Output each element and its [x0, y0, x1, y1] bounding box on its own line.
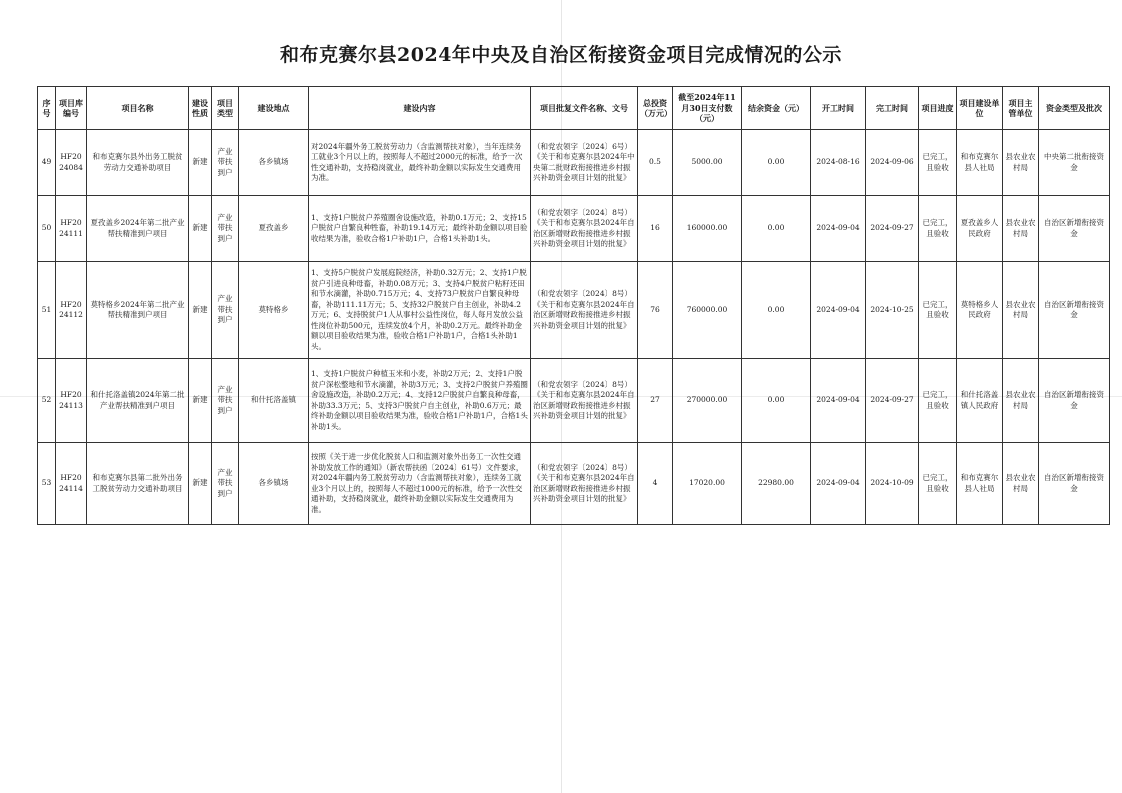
- cell-fund: 中央第二批衔接资金: [1039, 130, 1110, 196]
- header-cell: 序号: [38, 87, 56, 130]
- header-cell: 建设性质: [189, 87, 212, 130]
- cell-location: 夏孜盖乡: [239, 196, 309, 262]
- cell-location: 各乡镇场: [239, 443, 309, 525]
- cell-paid: 17020.00: [673, 443, 742, 525]
- cell-start: 2024-08-16: [811, 130, 866, 196]
- cell-code: HF2024113: [56, 359, 87, 443]
- cell-invest: 27: [638, 359, 673, 443]
- cell-paid: 760000.00: [673, 262, 742, 359]
- cell-progress: 已完工，且验收: [919, 196, 957, 262]
- cell-builder: 和什托洛盖镇人民政府: [957, 359, 1003, 443]
- cell-balance: 0.00: [742, 130, 811, 196]
- table-row: [38, 359, 1110, 443]
- header-cell: 结余资金（元）: [742, 87, 811, 130]
- cell-location: 各乡镇场: [239, 130, 309, 196]
- header-cell: 开工时间: [811, 87, 866, 130]
- header-cell: 项目主管单位: [1003, 87, 1039, 130]
- cell-no: 50: [38, 196, 56, 262]
- cell-content: 1、支持5户脱贫户发展庭院经济，补助0.32万元；2、支持1户脱贫户引进良种母畜，补助0.08万元；3、支持4户脱贫户粘籽还田和节水滴灌，补助0.715万元；4、支持73户脱贫户自繁良种母畜，补助111.11万元；5、支持32户脱贫户自主创业，补助4.2万元；6、支持脱贫户1人从事村公益性岗位，每人每月发放公益性岗位补助500元，连续发放4个月，补助0.2万元。最终补助金额以项目验收结果为准，验收合格1户补助1户，合格1头补助1头。: [309, 262, 531, 359]
- cell-approval: （和党农领字〔2024〕8号）《关于和布克赛尔县2024年自治区新增财政衔接推进乡村振兴补助资金项目计划的批复》: [531, 443, 638, 525]
- cell-end: 2024-09-27: [866, 359, 919, 443]
- cell-content: 1、支持1户脱贫户养殖圈舍设施改造，补助0.1万元；2、支持15户脱贫户自繁良种牲畜，补助19.14万元；最终补助金额以项目验收结果为准，验收合格1户补助1户，合格1头补助1头。: [309, 196, 531, 262]
- page-title: 和布克赛尔县2024年中央及自治区衔接资金项目完成情况的公示: [280, 44, 842, 66]
- cell-end: 2024-10-25: [866, 262, 919, 359]
- cell-type: 产业带扶到户: [212, 443, 239, 525]
- cell-nature: 新建: [189, 130, 212, 196]
- cell-name: 和布克赛尔县第二批外出务工脱贫劳动力交通补助项目: [87, 443, 189, 525]
- cell-location: 和什托洛盖镇: [239, 359, 309, 443]
- cell-invest: 4: [638, 443, 673, 525]
- cell-invest: 76: [638, 262, 673, 359]
- cell-no: 52: [38, 359, 56, 443]
- cell-builder: 夏孜盖乡人民政府: [957, 196, 1003, 262]
- header-cell: 总投资（万元）: [638, 87, 673, 130]
- cell-nature: 新建: [189, 262, 212, 359]
- cell-code: HF2024114: [56, 443, 87, 525]
- cell-manager: 县农业农村局: [1003, 196, 1039, 262]
- cell-paid: 160000.00: [673, 196, 742, 262]
- cell-progress: 已完工，且验收: [919, 262, 957, 359]
- header-cell: 项目类型: [212, 87, 239, 130]
- cell-start: 2024-09-04: [811, 196, 866, 262]
- cell-code: HF2024112: [56, 262, 87, 359]
- cell-name: 夏孜盖乡2024年第二批产业帮扶精准到户项目: [87, 196, 189, 262]
- cell-location: 莫特格乡: [239, 262, 309, 359]
- cell-approval: （和党农领字〔2024〕8号）《关于和布克赛尔县2024年自治区新增财政衔接推进乡村振兴补助资金项目计划的批复》: [531, 262, 638, 359]
- cell-name: 和什托洛盖镇2024年第二批产业帮扶精准到户项目: [87, 359, 189, 443]
- header-cell: 项目批复文件名称、文号: [531, 87, 638, 130]
- cell-invest: 16: [638, 196, 673, 262]
- cell-progress: 已完工，且验收: [919, 359, 957, 443]
- table-row: [38, 262, 1110, 359]
- header-cell: 资金类型及批次: [1039, 87, 1110, 130]
- header-cell: 项目名称: [87, 87, 189, 130]
- cell-no: 53: [38, 443, 56, 525]
- cell-end: 2024-09-27: [866, 196, 919, 262]
- cell-fund: 自治区新增衔接资金: [1039, 359, 1110, 443]
- cell-nature: 新建: [189, 443, 212, 525]
- cell-builder: 和布克赛尔县人社局: [957, 130, 1003, 196]
- header-cell: 建设内容: [309, 87, 531, 130]
- cell-builder: 莫特格乡人民政府: [957, 262, 1003, 359]
- cell-name: 莫特格乡2024年第二批产业帮扶精准到户项目: [87, 262, 189, 359]
- cell-end: 2024-10-09: [866, 443, 919, 525]
- cell-manager: 县农业农村局: [1003, 443, 1039, 525]
- cell-invest: 0.5: [638, 130, 673, 196]
- table-row: [38, 130, 1110, 196]
- cell-approval: （和党农领字〔2024〕6号）《关于和布克赛尔县2024年中央第二批财政衔接推进乡村振兴补助资金项目计划的批复》: [531, 130, 638, 196]
- cell-progress: 已完工，且验收: [919, 443, 957, 525]
- cell-name: 和布克赛尔县外出务工脱贫劳动力交通补助项目: [87, 130, 189, 196]
- cell-builder: 和布克赛尔县人社局: [957, 443, 1003, 525]
- cell-type: 产业带扶到户: [212, 359, 239, 443]
- cell-progress: 已完工，且验收: [919, 130, 957, 196]
- cell-content: 按照《关于进一步优化脱贫人口和监测对象外出务工一次性交通补助发放工作的通知》（新农帮扶函〔2024〕61号）文件要求，对2024年疆内务工脱贫劳动力（含监测帮扶对象），连续务工就业3个月以上的，按照每人不超过1000元的标准，给予一次性交通补助，支持稳岗就业，最终补助金额以实际发生交通费用为准。: [309, 443, 531, 525]
- cell-start: 2024-09-04: [811, 359, 866, 443]
- cell-balance: 22980.00: [742, 443, 811, 525]
- table-header-row: [38, 87, 1110, 130]
- cell-paid: 5000.00: [673, 130, 742, 196]
- cell-code: HF2024111: [56, 196, 87, 262]
- cell-fund: 自治区新增衔接资金: [1039, 262, 1110, 359]
- cell-type: 产业带扶到户: [212, 130, 239, 196]
- cell-start: 2024-09-04: [811, 262, 866, 359]
- cell-balance: 0.00: [742, 262, 811, 359]
- cell-no: 51: [38, 262, 56, 359]
- cell-content: 对2024年疆外务工脱贫劳动力（含监测帮扶对象），当年连续务工就业3个月以上的，按照每人不超过2000元的标准，给予一次性交通补助，支持稳岗就业，最终补助金额以实际发生交通费用为准。: [309, 130, 531, 196]
- cell-paid: 270000.00: [673, 359, 742, 443]
- table-row: [38, 196, 1110, 262]
- cell-fund: 自治区新增衔接资金: [1039, 196, 1110, 262]
- cell-balance: 0.00: [742, 196, 811, 262]
- cell-approval: （和党农领字〔2024〕8号）《关于和布克赛尔县2024年自治区新增财政衔接推进乡村振兴补助资金项目计划的批复》: [531, 359, 638, 443]
- cell-fund: 自治区新增衔接资金: [1039, 443, 1110, 525]
- cell-content: 1、支持1户脱贫户种植玉米和小麦，补助2万元；2、支持1户脱贫户深松整地和节水滴灌，补助3万元；3、支持2户脱贫户养殖圈舍设施改造，补助0.2万元；4、支持12户脱贫户自繁良种母畜，补助33.3万元；5、支持3户脱贫户自主创业，补助0.6万元；最终补助金额以项目验收结果为准，验收合格1户补助1户，合格1头补助1头。: [309, 359, 531, 443]
- cell-approval: （和党农领字〔2024〕8号）《关于和布克赛尔县2024年自治区新增财政衔接推进乡村振兴补助资金项目计划的批复》: [531, 196, 638, 262]
- cell-start: 2024-09-04: [811, 443, 866, 525]
- cell-balance: 0.00: [742, 359, 811, 443]
- cell-type: 产业带扶到户: [212, 262, 239, 359]
- header-cell: 建设地点: [239, 87, 309, 130]
- cell-type: 产业带扶到户: [212, 196, 239, 262]
- cell-manager: 县农业农村局: [1003, 262, 1039, 359]
- project-table: [37, 86, 1110, 525]
- cell-manager: 县农业农村局: [1003, 130, 1039, 196]
- cell-end: 2024-09-06: [866, 130, 919, 196]
- cell-code: HF2024084: [56, 130, 87, 196]
- header-cell: 项目建设单位: [957, 87, 1003, 130]
- cell-no: 49: [38, 130, 56, 196]
- header-cell: 截至2024年11月30日支付数（元）: [673, 87, 742, 130]
- header-cell: 项目进度: [919, 87, 957, 130]
- header-cell: 完工时间: [866, 87, 919, 130]
- cell-nature: 新建: [189, 359, 212, 443]
- header-cell: 项目库编号: [56, 87, 87, 130]
- cell-manager: 县农业农村局: [1003, 359, 1039, 443]
- table-row: [38, 443, 1110, 525]
- cell-nature: 新建: [189, 196, 212, 262]
